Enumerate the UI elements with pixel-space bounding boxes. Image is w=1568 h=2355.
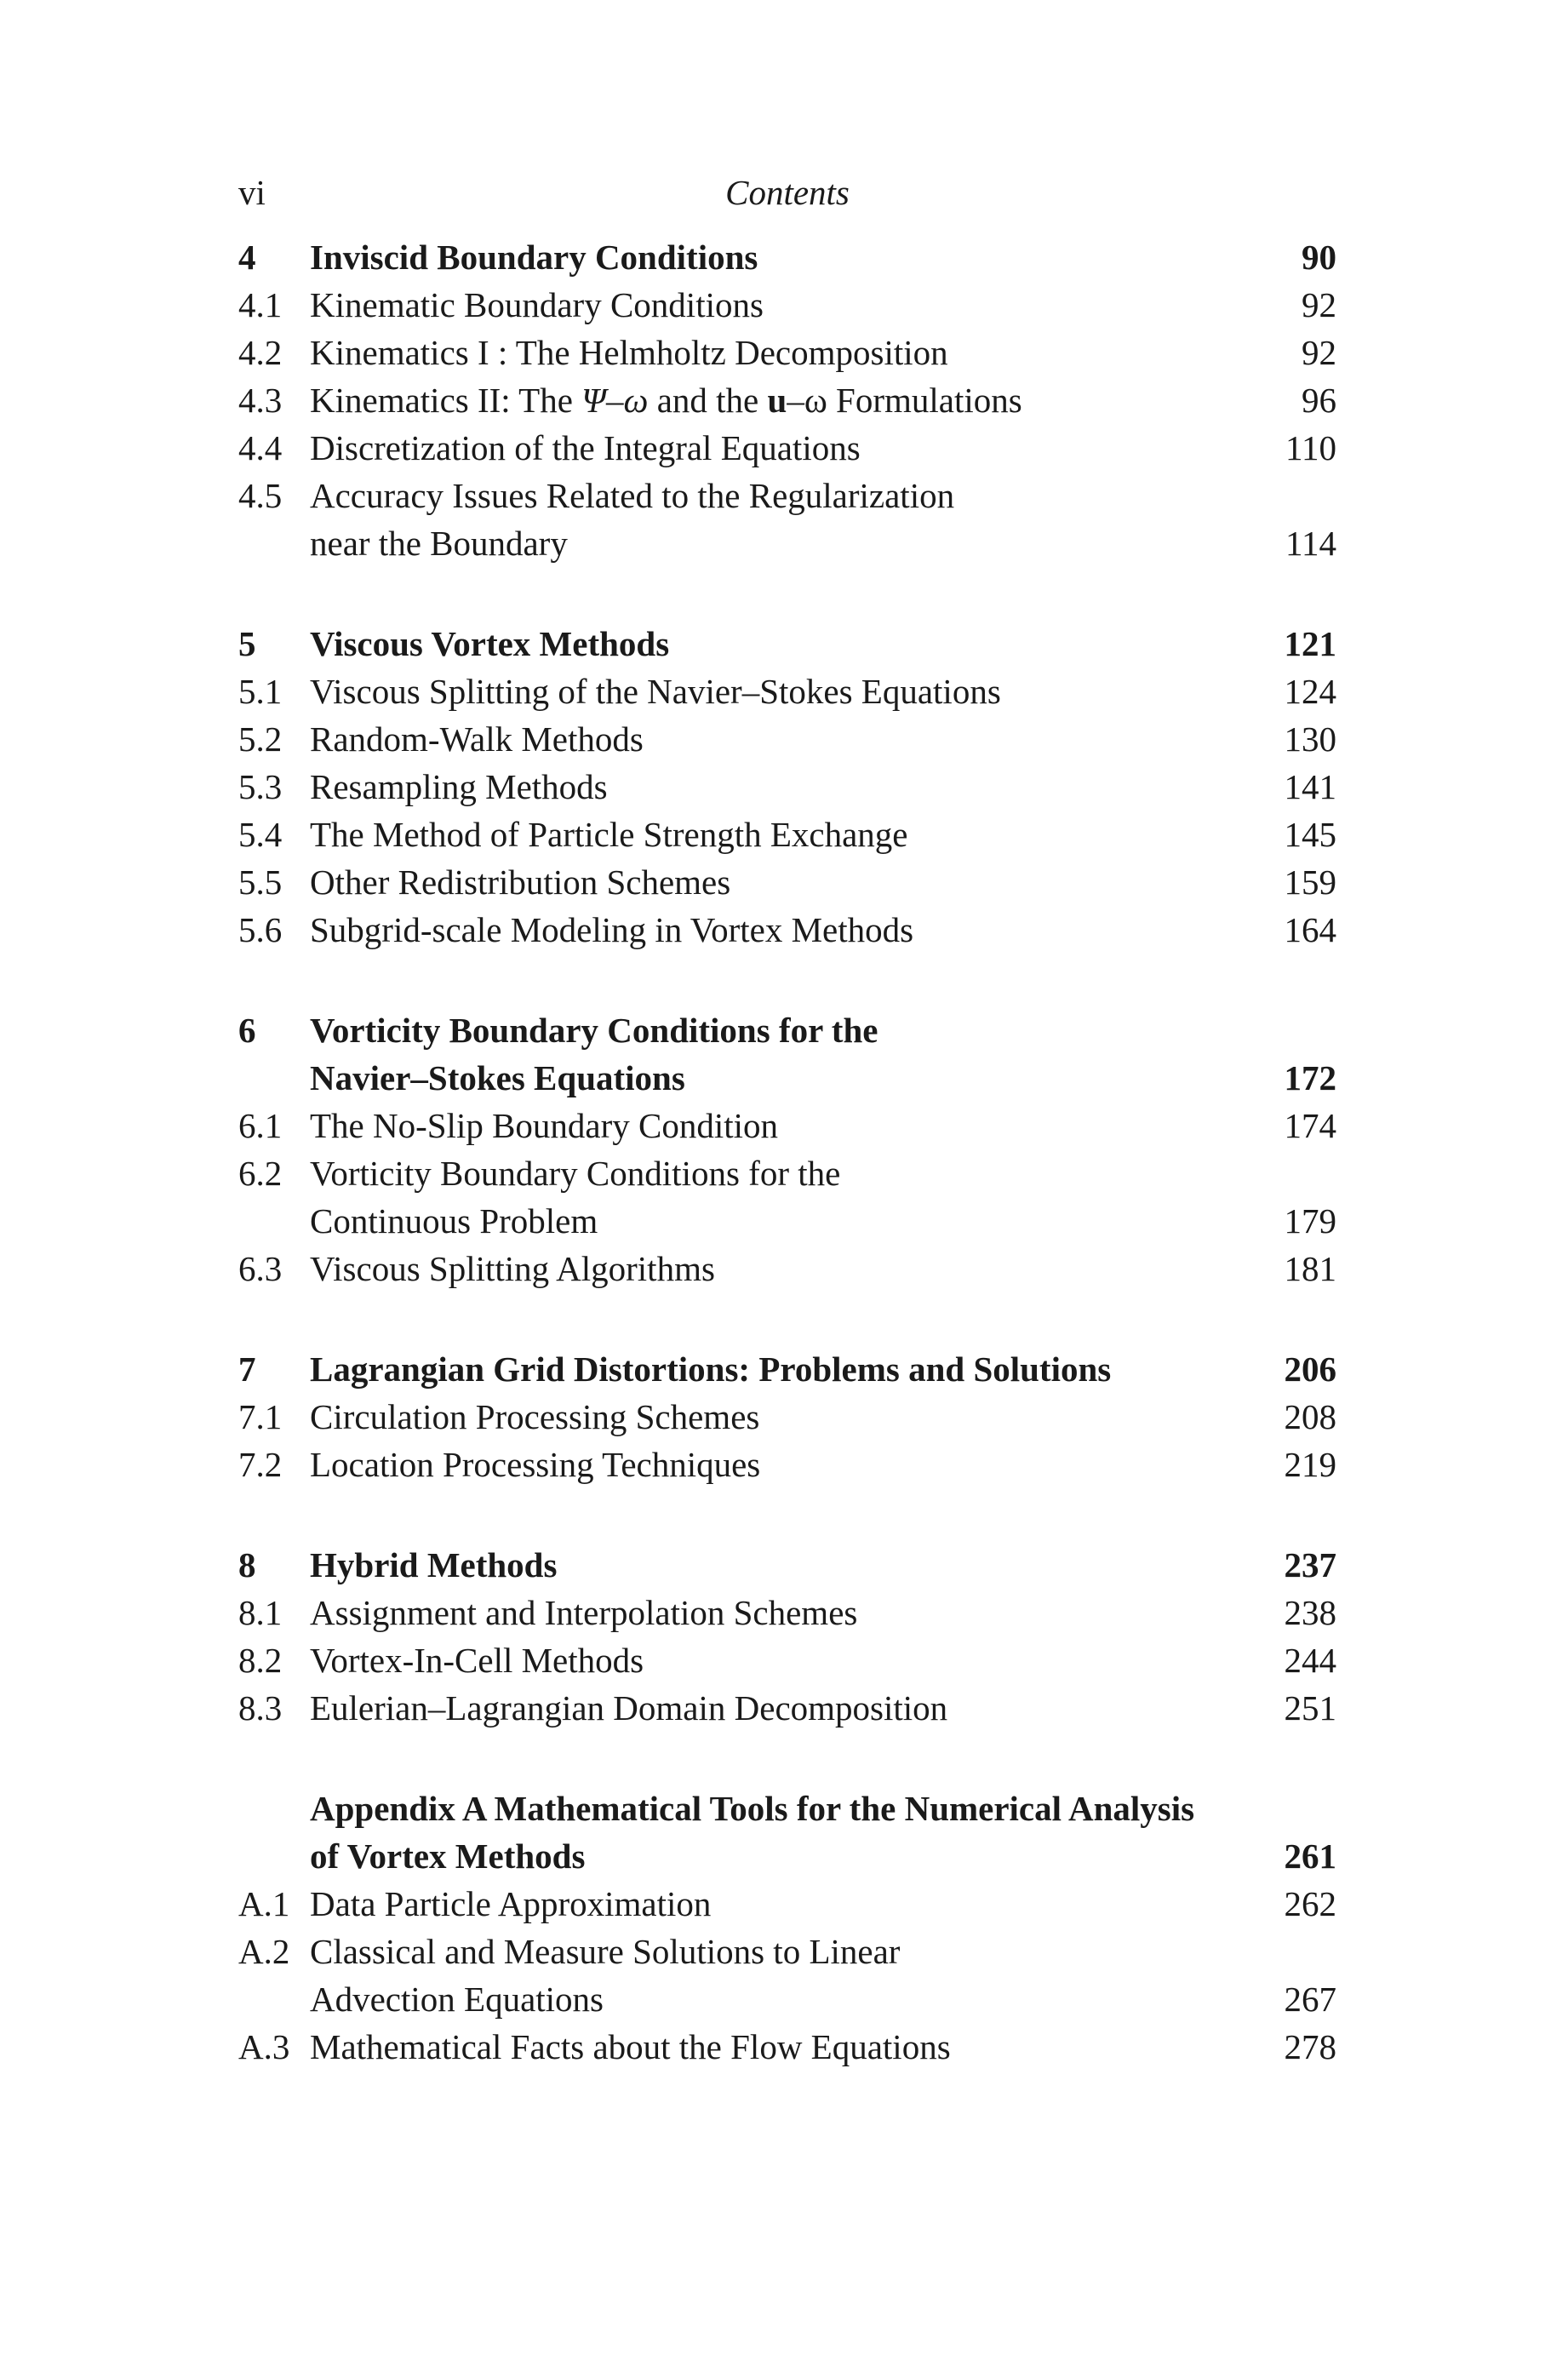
toc-chapter-row[interactable] [238, 1054, 1336, 1102]
toc-entry-page: 124 [1284, 672, 1336, 711]
toc-title-part: Kinematics II: The [310, 381, 582, 420]
toc-entry-title: Inviscid Boundary Conditions [310, 238, 758, 277]
toc-entry-title: Assignment and Interpolation Schemes [310, 1593, 858, 1632]
toc-entry-title: Lagrangian Grid Distortions: Problems and Solutions [310, 1349, 1112, 1389]
toc-entry-title: Eulerian–Lagrangian Domain Decomposition [310, 1688, 948, 1728]
toc-entry-number: A.3 [238, 2027, 290, 2066]
toc-entry-title: Mathematical Facts about the Flow Equations [310, 2027, 951, 2066]
toc-title-part: and the [648, 381, 768, 420]
toc-entry-title: Viscous Splitting Algorithms [310, 1249, 715, 1288]
toc-section-row[interactable] [238, 1975, 1336, 2023]
toc-entry-title [310, 376, 1022, 424]
toc-entry-page: 159 [1284, 862, 1336, 902]
toc-chapter-row[interactable] [238, 620, 1336, 668]
section-gap [238, 1488, 1336, 1541]
toc-section-row[interactable] [238, 1102, 1336, 1149]
toc-section-row[interactable] [238, 811, 1336, 858]
toc-section-row[interactable] [238, 668, 1336, 715]
toc-section-row[interactable] [238, 1928, 1336, 1975]
table-of-contents [238, 233, 1336, 2071]
toc-entry-page: 172 [1284, 1058, 1336, 1097]
toc-chapter-row[interactable] [238, 1832, 1336, 1880]
toc-section-row[interactable] [238, 281, 1336, 329]
toc-entry-number: 5.1 [238, 672, 283, 711]
toc-chapter-row[interactable] [238, 233, 1336, 281]
toc-entry-number: 4.1 [238, 285, 283, 324]
toc-entry-page: 164 [1284, 910, 1336, 949]
toc-entry-number: 8.2 [238, 1641, 283, 1680]
toc-entry-number: 4.2 [238, 333, 283, 372]
toc-entry-title: Vorticity Boundary Conditions for the [310, 1154, 841, 1193]
toc-entry-number: 8 [238, 1545, 256, 1584]
toc-section-row[interactable] [238, 424, 1336, 472]
toc-section-row[interactable] [238, 1393, 1336, 1441]
page-number: vi [238, 173, 266, 212]
toc-entry-title: The Method of Particle Strength Exchange [310, 815, 908, 854]
toc-entry-number: 4.5 [238, 476, 283, 515]
toc-section-row[interactable] [238, 519, 1336, 567]
toc-section-row[interactable] [238, 1197, 1336, 1245]
toc-entry-page: 219 [1284, 1445, 1336, 1484]
toc-entry-page: 110 [1285, 428, 1336, 467]
toc-chapter-row[interactable] [238, 1541, 1336, 1589]
toc-entry-number: 6.2 [238, 1154, 283, 1193]
toc-entry-number: 5.2 [238, 719, 283, 759]
toc-entry-title: Location Processing Techniques [310, 1445, 761, 1484]
toc-entry-title: Circulation Processing Schemes [310, 1397, 760, 1436]
toc-entry-title: Data Particle Approximation [310, 1884, 712, 1923]
section-gap [238, 1732, 1336, 1785]
toc-entry-number: 4.3 [238, 381, 283, 420]
toc-section-row[interactable] [238, 1149, 1336, 1197]
toc-section-row[interactable] [238, 1636, 1336, 1684]
toc-entry-page: 238 [1284, 1593, 1336, 1632]
toc-entry-title: Kinematics I : The Helmholtz Decomposition [310, 333, 948, 372]
toc-section-row[interactable] [238, 858, 1336, 906]
toc-entry-number: 7 [238, 1349, 256, 1389]
toc-entry-number: 8.3 [238, 1688, 283, 1728]
toc-chapter-row[interactable] [238, 1006, 1336, 1054]
toc-entry-page: 278 [1284, 2027, 1336, 2066]
toc-entry-number: 4.4 [238, 428, 283, 467]
section-gap [238, 1292, 1336, 1345]
toc-section-row[interactable] [238, 2023, 1336, 2071]
toc-section-row[interactable] [238, 715, 1336, 763]
toc-entry-number: 7.1 [238, 1397, 283, 1436]
toc-entry-title: Viscous Splitting of the Navier–Stokes Equations [310, 672, 1001, 711]
toc-entry-page: 174 [1284, 1106, 1336, 1145]
toc-section-row[interactable] [238, 472, 1336, 519]
toc-entry-title: Appendix A Mathematical Tools for the Numerical Analysis [310, 1789, 1195, 1828]
toc-section-row[interactable] [238, 763, 1336, 811]
toc-entry-page: 206 [1284, 1349, 1336, 1389]
toc-entry-page: 121 [1284, 624, 1336, 663]
toc-entry-title: of Vortex Methods [310, 1836, 586, 1876]
toc-entry-page: 251 [1284, 1688, 1336, 1728]
toc-entry-page: 130 [1284, 719, 1336, 759]
toc-entry-title: Subgrid-scale Modeling in Vortex Methods [310, 910, 914, 949]
section-gap [238, 567, 1336, 620]
toc-entry-title: Kinematic Boundary Conditions [310, 285, 764, 324]
toc-entry-number: 5.4 [238, 815, 283, 854]
toc-chapter-row[interactable] [238, 1345, 1336, 1393]
toc-entry-number: A.1 [238, 1884, 290, 1923]
toc-entry-page: 262 [1284, 1884, 1336, 1923]
toc-entry-number: 6.3 [238, 1249, 283, 1288]
toc-section-row[interactable] [238, 376, 1336, 424]
toc-entry-page: 114 [1285, 524, 1336, 563]
toc-entry-title: Accuracy Issues Related to the Regularization [310, 476, 955, 515]
running-head [238, 167, 1336, 218]
toc-section-row[interactable] [238, 1880, 1336, 1928]
toc-entry-title: Vorticity Boundary Conditions for the [310, 1011, 878, 1050]
running-title: Contents [725, 173, 850, 212]
toc-entry-title: The No-Slip Boundary Condition [310, 1106, 779, 1145]
toc-section-row[interactable] [238, 906, 1336, 954]
toc-entry-number: 5.5 [238, 862, 283, 902]
toc-section-row[interactable] [238, 329, 1336, 376]
toc-entry-title: Discretization of the Integral Equations [310, 428, 861, 467]
toc-entry-title: Viscous Vortex Methods [310, 624, 670, 663]
toc-entry-page: 92 [1302, 333, 1336, 372]
toc-chapter-row[interactable] [238, 1785, 1336, 1832]
toc-entry-number: 4 [238, 238, 256, 277]
toc-entry-page: 145 [1284, 815, 1336, 854]
toc-entry-page: 141 [1284, 767, 1336, 806]
toc-entry-number: 7.2 [238, 1445, 283, 1484]
toc-entry-page: 96 [1302, 381, 1336, 420]
toc-entry-title: near the Boundary [310, 524, 568, 563]
toc-entry-title: Classical and Measure Solutions to Linear [310, 1932, 901, 1971]
toc-title-part: Ψ–ω [581, 381, 649, 420]
toc-section-row[interactable] [238, 1245, 1336, 1292]
toc-title-part: –ω Formulations [787, 381, 1022, 420]
toc-entry-page: 181 [1284, 1249, 1336, 1288]
toc-entry-title: Advection Equations [310, 1980, 604, 2019]
toc-entry-number: 5.3 [238, 767, 283, 806]
section-gap [238, 954, 1336, 1006]
toc-entry-page: 244 [1284, 1641, 1336, 1680]
toc-entry-title: Other Redistribution Schemes [310, 862, 731, 902]
toc-entry-number: 6 [238, 1011, 256, 1050]
toc-entry-page: 179 [1284, 1201, 1336, 1241]
toc-entry-title: Navier–Stokes Equations [310, 1058, 685, 1097]
toc-entry-title: Continuous Problem [310, 1201, 598, 1241]
toc-entry-title: Vortex-In-Cell Methods [310, 1641, 644, 1680]
toc-entry-number: 6.1 [238, 1106, 283, 1145]
toc-entry-number: 5 [238, 624, 256, 663]
toc-entry-page: 90 [1302, 238, 1336, 277]
toc-entry-page: 92 [1302, 285, 1336, 324]
toc-entry-number: 8.1 [238, 1593, 283, 1632]
toc-entry-title: Resampling Methods [310, 767, 608, 806]
toc-section-row[interactable] [238, 1441, 1336, 1488]
toc-entry-page: 237 [1284, 1545, 1336, 1584]
toc-entry-page: 261 [1284, 1836, 1336, 1876]
toc-entry-page: 267 [1284, 1980, 1336, 2019]
toc-title-part: u [767, 381, 787, 420]
toc-section-row[interactable] [238, 1684, 1336, 1732]
toc-entry-title: Random-Walk Methods [310, 719, 644, 759]
toc-entry-page: 208 [1284, 1397, 1336, 1436]
toc-entry-number: A.2 [238, 1932, 290, 1971]
toc-entry-title: Hybrid Methods [310, 1545, 558, 1584]
toc-entry-number: 5.6 [238, 910, 283, 949]
toc-section-row[interactable] [238, 1589, 1336, 1636]
